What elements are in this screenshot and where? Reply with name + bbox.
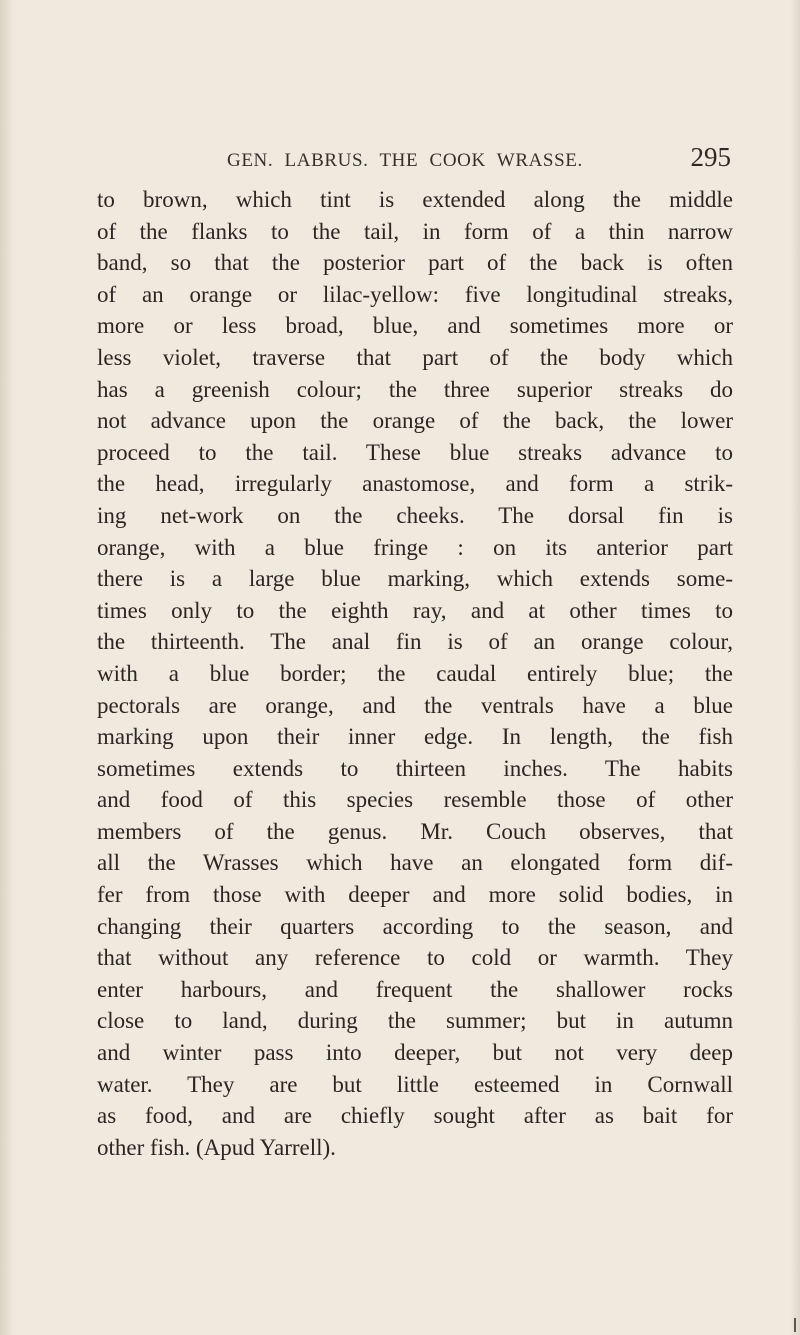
text-line: water. They are but little esteemed in Cornwall — [97, 1071, 733, 1097]
page-number: 295 — [690, 142, 731, 172]
running-head: GEN. LABRUS. THE COOK WRASSE. — [227, 150, 583, 171]
text-line: the thirteenth. The anal fin is of an orange colour, — [97, 629, 733, 655]
body-text — [97, 184, 733, 1163]
text-line: more or less broad, blue, and sometimes more or — [97, 313, 733, 339]
text-line: pectorals are orange, and the ventrals have a blue — [97, 692, 733, 718]
gutter-shadow — [0, 0, 14, 1335]
text-line: marking upon their inner edge. In length, the fish — [97, 724, 733, 750]
text-line: of an orange or lilac-yellow: five longitudinal streaks, — [97, 281, 733, 307]
text-line: fer from those with deeper and more solid bodies, in — [97, 882, 733, 908]
text-line: there is a large blue marking, which extends some- — [97, 566, 733, 592]
text-line: members of the genus. Mr. Couch observes, that — [97, 818, 733, 844]
text-line: of the flanks to the tail, in form of a thin narrow — [97, 218, 733, 244]
page-header — [227, 142, 731, 182]
edge-mark — [794, 1318, 796, 1332]
text-line: band, so that the posterior part of the back is often — [97, 250, 733, 276]
text-line: close to land, during the summer; but in autumn — [97, 1008, 733, 1034]
text-line: times only to the eighth ray, and at other times to — [97, 597, 733, 623]
text-line: to brown, which tint is extended along the middle — [97, 187, 733, 212]
text-line: and food of this species resemble those of other — [97, 787, 733, 813]
text-line: other fish. (Apud Yarrell). — [97, 1134, 336, 1160]
text-line: enter harbours, and frequent the shallower rocks — [97, 976, 733, 1002]
text-line: proceed to the tail. These blue streaks advance to — [97, 439, 733, 465]
text-line: not advance upon the orange of the back, the lower — [97, 408, 733, 434]
text-line: sometimes extends to thirteen inches. The habits — [97, 755, 733, 781]
text-line: ing net-work on the cheeks. The dorsal fin is — [97, 502, 733, 528]
text-line: all the Wrasses which have an elongated form dif- — [97, 850, 733, 876]
text-line: orange, with a blue fringe : on its anterior part — [97, 534, 733, 560]
text-line: with a blue border; the caudal entirely blue; the — [97, 660, 733, 686]
text-line: that without any reference to cold or warmth. They — [97, 945, 733, 971]
text-line: the head, irregularly anastomose, and form a strik- — [97, 471, 733, 497]
text-line: changing their quarters according to the season, and — [97, 913, 733, 939]
text-line: has a greenish colour; the three superior streaks do — [97, 376, 733, 402]
text-line: less violet, traverse that part of the body which — [97, 344, 733, 370]
text-line: and winter pass into deeper, but not very deep — [97, 1040, 733, 1066]
page-edge — [790, 0, 800, 1335]
text-line: as food, and are chiefly sought after as bait for — [97, 1103, 733, 1129]
